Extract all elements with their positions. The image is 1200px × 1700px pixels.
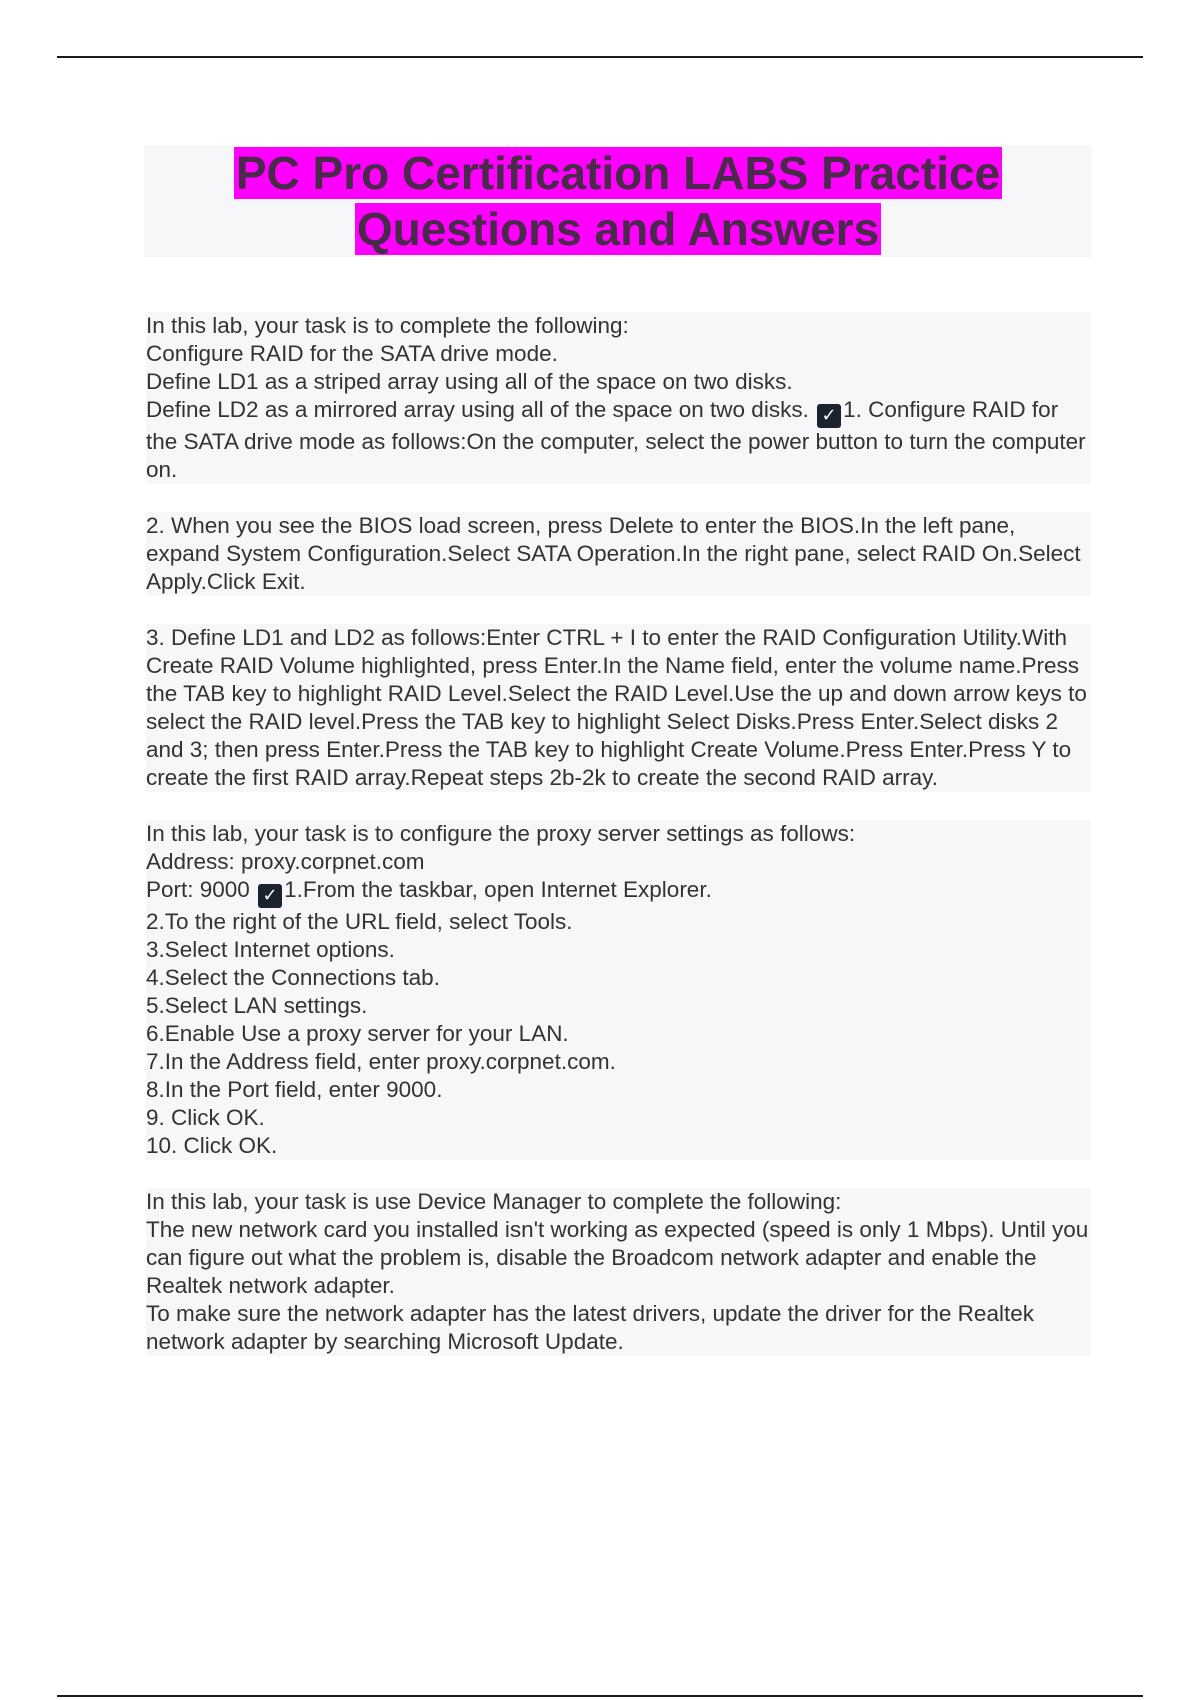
q1-answer-start: 1. Configure RAID for the SATA drive mode as follows:On the computer, select the power button to turn the computer on. (146, 397, 1086, 482)
q3-line-1: In this lab, your task is use Device Manager to complete the following: (146, 1188, 1091, 1216)
question-1 (146, 312, 1091, 484)
q2-step: 4.Select the Connections tab. (146, 964, 1091, 992)
q1-line-3: Define LD1 as a striped array using all of the space on two disks. (146, 368, 1091, 396)
q3-line-2: The new network card you installed isn't working as expected (speed is only 1 Mbps). Until you can figure out what the problem is, disable the Broadcom network adapter and enable the Realtek network adapter. (146, 1216, 1091, 1300)
q1-answer-step-2: 2. When you see the BIOS load screen, press Delete to enter the BIOS.In the left pane, expand System Configuration.Select SATA Operation.In the right pane, select RAID On.Select Apply.Click Exit. (146, 512, 1091, 596)
q2-step: 5.Select LAN settings. (146, 992, 1091, 1020)
q2-answer-start: 1.From the taskbar, open Internet Explorer. (284, 877, 712, 902)
q1-line-2: Configure RAID for the SATA drive mode. (146, 340, 1091, 368)
q2-step: 7.In the Address field, enter proxy.corpnet.com. (146, 1048, 1091, 1076)
q1-line-1: In this lab, your task is to complete the following: (146, 312, 1091, 340)
document-body (146, 312, 1091, 1384)
q3-line-3: To make sure the network adapter has the latest drivers, update the driver for the Realtek network adapter by searching Microsoft Update. (146, 1300, 1091, 1356)
question-2 (146, 820, 1091, 1160)
q2-step: 3.Select Internet options. (146, 936, 1091, 964)
q2-line-2: Address: proxy.corpnet.com (146, 848, 1091, 876)
document-title: PC Pro Certification LABS Practice Questions and Answers (235, 147, 1001, 255)
footer-rule (57, 1695, 1143, 1697)
checkmark-icon: ✓ (258, 884, 282, 908)
q2-step: 10. Click OK. (146, 1132, 1091, 1160)
header-rule (57, 56, 1143, 58)
checkmark-icon: ✓ (817, 404, 841, 428)
q2-step: 9. Click OK. (146, 1104, 1091, 1132)
q2-step: 8.In the Port field, enter 9000. (146, 1076, 1091, 1104)
q2-step: 2.To the right of the URL field, select Tools. (146, 908, 1091, 936)
question-3 (146, 1188, 1091, 1356)
q2-step: 6.Enable Use a proxy server for your LAN. (146, 1020, 1091, 1048)
q2-line-1: In this lab, your task is to configure the proxy server settings as follows: (146, 820, 1091, 848)
title-banner (144, 145, 1092, 257)
q1-answer-step-3: 3. Define LD1 and LD2 as follows:Enter CTRL + I to enter the RAID Configuration Utility.With Create RAID Volume highlighted, press Enter.In the Name field, enter the volume name.Press the TAB key to highlight RAID Level.Select the RAID Level.Use the up and down arrow keys to select the RAID level.Press the TAB key to highlight Select Disks.Press Enter.Select disks 2 and 3; then press Enter.Press the TAB key to highlight Create Volume.Press Enter.Press Y to create the first RAID array.Repeat steps 2b-2k to create the second RAID array. (146, 624, 1091, 792)
q2-line-3: Port: 9000 ✓ 1.From the taskbar, open Internet Explorer. (146, 876, 1091, 908)
q1-line-4: Define LD2 as a mirrored array using all of the space on two disks. ✓ 1. Configure RAID for the SATA drive mode as follows:On the computer, select the power button to turn the computer on. (146, 396, 1091, 484)
